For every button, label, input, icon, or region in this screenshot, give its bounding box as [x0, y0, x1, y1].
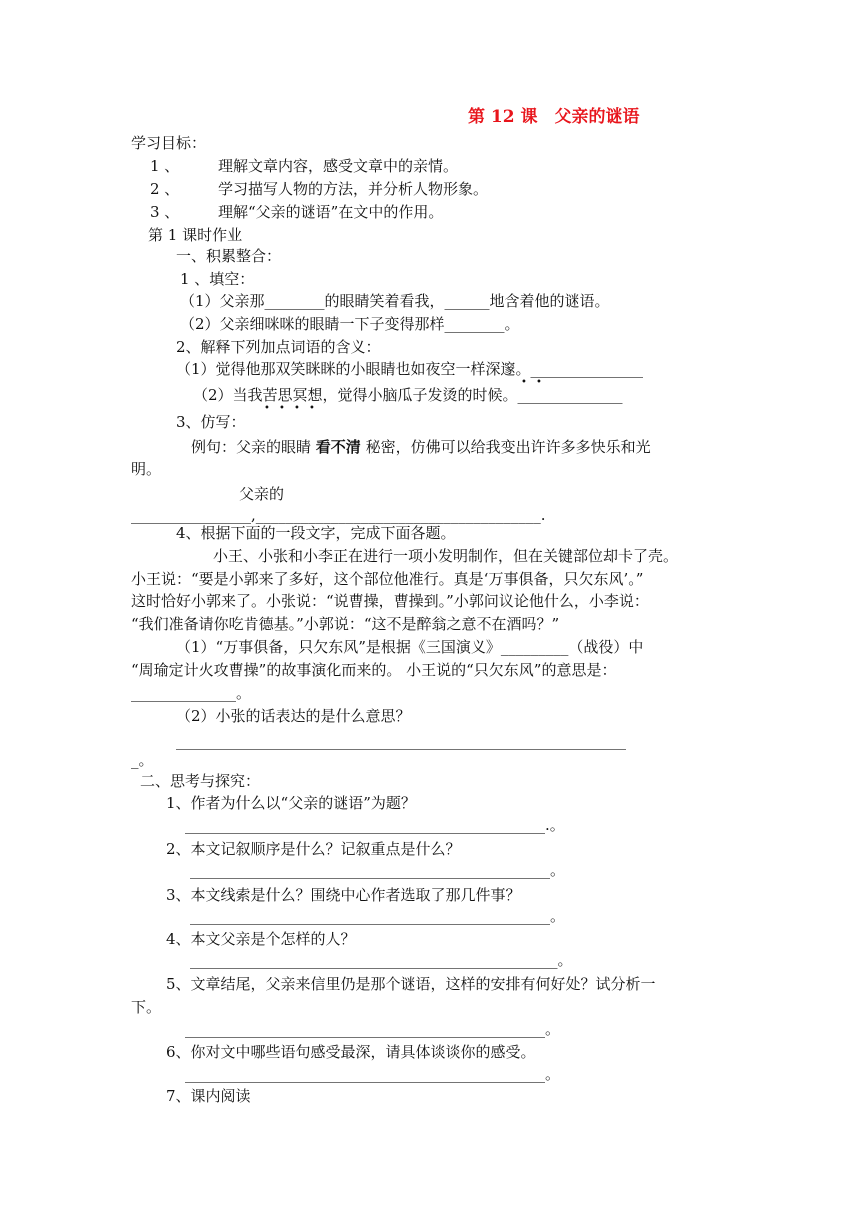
emphasis-dot: • — [279, 403, 285, 414]
homework-heading: 第 1 课时作业 — [148, 226, 243, 244]
part1-heading: 一、积累整合： — [176, 247, 282, 265]
part2-question: 7、课内阅读 — [166, 1087, 251, 1105]
q2-label: 2、解释下列加点词语的含义： — [176, 338, 381, 356]
objective-num-3: 3 、 — [150, 203, 180, 221]
answer-line: ________________________________________________.。 — [185, 816, 565, 834]
part2-question: 4、本文父亲是个怎样的人？ — [166, 930, 356, 948]
q3-example-post: 秘密，仿佛可以给我变出许许多多快乐和光 — [360, 438, 651, 456]
part2-question: 5、文章结尾，父亲来信里仍是那个谜语，这样的安排有何好处？试分析一 — [166, 975, 656, 993]
q4-passage-line: “我们准备请你吃肯德基。”小郭说：“这不是醉翁之意不在酒吗？” — [131, 615, 560, 633]
answer-line: ________________________________________________。 — [185, 1020, 561, 1038]
q4-passage-line: 小王说：“要是小郭来了多好，这个部位他准行。真是‘万事俱备，只欠东风’。” — [131, 570, 644, 588]
q4-label: 4、根据下面的一段文字，完成下面各题。 — [176, 524, 456, 542]
part2-question: 6、你对文中哪些语句感受最深，请具体谈谈你的感受。 — [166, 1043, 536, 1061]
q3-example-cont: 明。 — [131, 460, 162, 478]
q3-imitate-line: ________________,______________________________________. — [131, 506, 546, 524]
q3-example-bold: 看不清 — [315, 438, 361, 456]
q3-example-pre: 例句：父亲的眼睛 — [191, 438, 316, 456]
objective-text-2: 学习描写人物的方法，并分析人物形象。 — [218, 180, 489, 198]
answer-line: ________________________________________________。 — [190, 861, 566, 879]
q4-sub1-c: ______________。 — [131, 684, 252, 702]
part2-heading: 二、思考与探究： — [140, 772, 261, 790]
part2-question-cont: 下。 — [131, 998, 162, 1016]
q2-sub-a: （1）觉得他那双笑眯眯的小眼睛也如夜空一样深邃。_______________ — [176, 360, 644, 378]
q3-example — [191, 437, 651, 457]
answer-line: ________________________________________________。 — [190, 907, 566, 925]
part2-question: 2、本文记叙顺序是什么？记叙重点是什么？ — [166, 840, 461, 858]
q4-sub1-b: “周瑜定计火攻曹操”的故事演化而来的。 小王说的“只欠东风”的意思是： — [131, 661, 617, 679]
part2-question: 3、本文线索是什么？围绕中心作者选取了那几件事？ — [166, 886, 521, 904]
emphasis-dot: • — [536, 377, 542, 388]
q4-passage-line: 这时恰好小郭来了。小张说：“说曹操，曹操到。”小郭问议论他什么，小李说： — [131, 592, 649, 610]
q3-imitate-start: 父亲的 — [239, 485, 285, 503]
q4-sub2-line: ____________________________________________________________ — [176, 732, 626, 750]
q1-sub-b: （2）父亲细咪咪的眼睛一下子变得那样________。 — [180, 315, 520, 333]
q4-sub1-a: （1）“万事俱备，只欠东风”是根据《三国演义》_________（战役）中 — [176, 638, 644, 656]
emphasis-dot: • — [309, 403, 315, 414]
q3-label: 3、仿写： — [176, 413, 246, 431]
objectives-heading: 学习目标： — [131, 134, 207, 152]
objective-num-1: 1 、 — [150, 157, 180, 175]
objective-text-1: 理解文章内容，感受文章中的亲情。 — [218, 157, 459, 175]
emphasis-dot: • — [264, 403, 270, 414]
page-title: 第 12 课 父亲的谜语 — [468, 107, 640, 127]
objective-text-3: 理解“父亲的谜语”在文中的作用。 — [218, 203, 444, 221]
q2-sub-b: （2）当我苦思冥想，觉得小脑瓜子发烫的时候。______________ — [193, 386, 623, 404]
answer-line: ________________________________________________。 — [185, 1065, 561, 1083]
objective-num-2: 2 、 — [150, 180, 180, 198]
emphasis-dot: • — [294, 403, 300, 414]
part2-question: 1、作者为什么以“父亲的谜语”为题？ — [166, 794, 416, 812]
emphasis-dot: • — [521, 377, 527, 388]
q4-passage-line: 小王、小张和小李正在进行一项小发明制作，但在关键部位却卡了壳。 — [213, 547, 679, 565]
q1-label: 1 、填空： — [180, 270, 255, 288]
q1-sub-a: （1）父亲那________的眼睛笑着看我，______地含着他的谜语。 — [180, 292, 610, 310]
q4-sub2: （2）小张的话表达的是什么意思？ — [176, 707, 411, 725]
answer-line: _________________________________________________。 — [190, 951, 573, 969]
q4-sub2-end: _。 — [131, 751, 154, 769]
